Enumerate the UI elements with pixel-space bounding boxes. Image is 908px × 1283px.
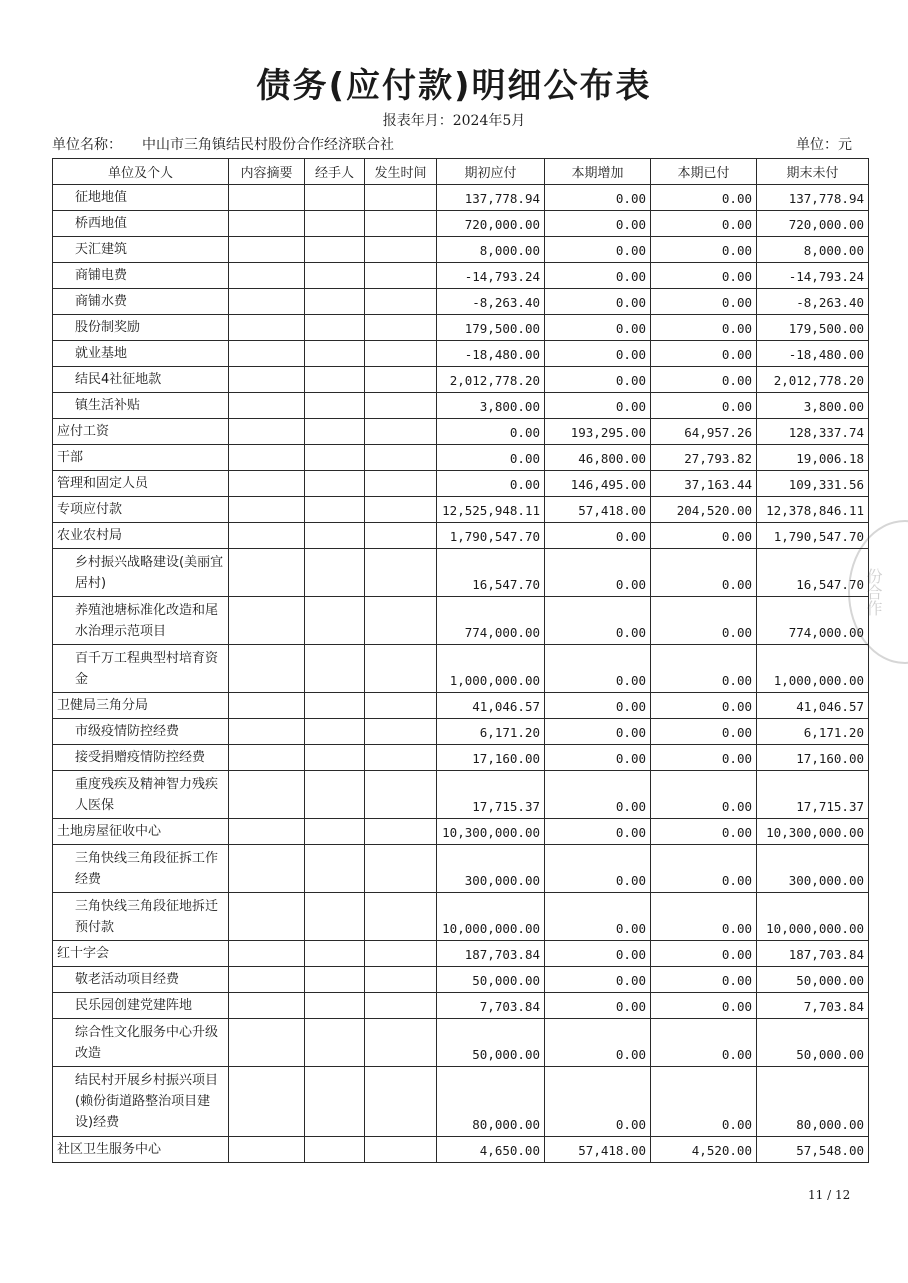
row-date bbox=[365, 967, 437, 993]
row-summary bbox=[229, 645, 305, 693]
table-row bbox=[53, 419, 869, 445]
table-row bbox=[53, 1067, 869, 1137]
row-summary bbox=[229, 185, 305, 211]
row-handler bbox=[305, 367, 365, 393]
row-current-paid: 0.00 bbox=[651, 263, 757, 289]
row-current-increase: 57,418.00 bbox=[545, 497, 651, 523]
row-opening-payable: 10,300,000.00 bbox=[437, 819, 545, 845]
row-closing-unpaid: 179,500.00 bbox=[757, 315, 869, 341]
row-closing-unpaid: 17,160.00 bbox=[757, 745, 869, 771]
row-opening-payable: 16,547.70 bbox=[437, 549, 545, 597]
row-closing-unpaid: -14,793.24 bbox=[757, 263, 869, 289]
row-opening-payable: 1,790,547.70 bbox=[437, 523, 545, 549]
row-closing-unpaid: 12,378,846.11 bbox=[757, 497, 869, 523]
table-row bbox=[53, 1137, 869, 1163]
table-row bbox=[53, 237, 869, 263]
row-date bbox=[365, 893, 437, 941]
row-opening-payable: 0.00 bbox=[437, 471, 545, 497]
table-row bbox=[53, 497, 869, 523]
row-opening-payable: 0.00 bbox=[437, 419, 545, 445]
row-date bbox=[365, 1137, 437, 1163]
row-opening-payable: 0.00 bbox=[437, 445, 545, 471]
row-party-name: 结民4社征地款 bbox=[53, 367, 229, 393]
row-summary bbox=[229, 393, 305, 419]
row-current-paid: 64,957.26 bbox=[651, 419, 757, 445]
row-opening-payable: 300,000.00 bbox=[437, 845, 545, 893]
row-opening-payable: 720,000.00 bbox=[437, 211, 545, 237]
row-summary bbox=[229, 315, 305, 341]
row-handler bbox=[305, 645, 365, 693]
row-summary bbox=[229, 367, 305, 393]
row-party-name: 征地地值 bbox=[53, 185, 229, 211]
row-current-increase: 46,800.00 bbox=[545, 445, 651, 471]
row-current-increase: 0.00 bbox=[545, 341, 651, 367]
debt-detail-table bbox=[52, 158, 869, 1163]
row-current-paid: 0.00 bbox=[651, 237, 757, 263]
row-party-name: 管理和固定人员 bbox=[53, 471, 229, 497]
row-current-increase: 0.00 bbox=[545, 845, 651, 893]
row-date bbox=[365, 819, 437, 845]
row-party-name: 社区卫生服务中心 bbox=[53, 1137, 229, 1163]
row-closing-unpaid: 16,547.70 bbox=[757, 549, 869, 597]
row-party-name: 农业农村局 bbox=[53, 523, 229, 549]
header-party: 单位及个人 bbox=[53, 159, 229, 185]
row-date bbox=[365, 771, 437, 819]
row-opening-payable: 137,778.94 bbox=[437, 185, 545, 211]
row-current-paid: 0.00 bbox=[651, 719, 757, 745]
report-period: 报表年月：2024年5月 bbox=[382, 113, 526, 129]
table-row bbox=[53, 523, 869, 549]
row-opening-payable: 774,000.00 bbox=[437, 597, 545, 645]
row-date bbox=[365, 497, 437, 523]
row-party-name: 结民村开展乡村振兴项目(赖份街道路整治项目建设)经费 bbox=[53, 1067, 229, 1137]
row-current-increase: 193,295.00 bbox=[545, 419, 651, 445]
row-closing-unpaid: 187,703.84 bbox=[757, 941, 869, 967]
table-header-row bbox=[53, 159, 869, 185]
row-date bbox=[365, 993, 437, 1019]
header-date: 发生时间 bbox=[365, 159, 437, 185]
row-date bbox=[365, 211, 437, 237]
row-current-increase: 0.00 bbox=[545, 289, 651, 315]
row-party-name: 市级疫情防控经费 bbox=[53, 719, 229, 745]
table-row bbox=[53, 393, 869, 419]
row-summary bbox=[229, 341, 305, 367]
row-opening-payable: 17,715.37 bbox=[437, 771, 545, 819]
row-summary bbox=[229, 819, 305, 845]
row-current-paid: 37,163.44 bbox=[651, 471, 757, 497]
row-handler bbox=[305, 419, 365, 445]
row-current-paid: 0.00 bbox=[651, 693, 757, 719]
row-closing-unpaid: 50,000.00 bbox=[757, 1019, 869, 1067]
row-closing-unpaid: 137,778.94 bbox=[757, 185, 869, 211]
table-row bbox=[53, 941, 869, 967]
row-closing-unpaid: 17,715.37 bbox=[757, 771, 869, 819]
row-opening-payable: 41,046.57 bbox=[437, 693, 545, 719]
row-current-paid: 0.00 bbox=[651, 367, 757, 393]
table-row bbox=[53, 967, 869, 993]
row-handler bbox=[305, 393, 365, 419]
table-row bbox=[53, 367, 869, 393]
row-current-paid: 0.00 bbox=[651, 211, 757, 237]
row-closing-unpaid: 109,331.56 bbox=[757, 471, 869, 497]
row-handler bbox=[305, 693, 365, 719]
table-row bbox=[53, 993, 869, 1019]
header-opening-payable: 期初应付 bbox=[437, 159, 545, 185]
row-closing-unpaid: 50,000.00 bbox=[757, 967, 869, 993]
header-handler: 经手人 bbox=[305, 159, 365, 185]
row-opening-payable: 3,800.00 bbox=[437, 393, 545, 419]
row-party-name: 敬老活动项目经费 bbox=[53, 967, 229, 993]
row-opening-payable: 50,000.00 bbox=[437, 1019, 545, 1067]
row-opening-payable: 8,000.00 bbox=[437, 237, 545, 263]
row-date bbox=[365, 523, 437, 549]
row-current-paid: 0.00 bbox=[651, 771, 757, 819]
table-row bbox=[53, 315, 869, 341]
row-current-increase: 0.00 bbox=[545, 745, 651, 771]
row-closing-unpaid: 300,000.00 bbox=[757, 845, 869, 893]
row-date bbox=[365, 315, 437, 341]
row-handler bbox=[305, 745, 365, 771]
row-date bbox=[365, 263, 437, 289]
table-row bbox=[53, 289, 869, 315]
header-current-paid: 本期已付 bbox=[651, 159, 757, 185]
row-closing-unpaid: 10,300,000.00 bbox=[757, 819, 869, 845]
row-party-name: 乡村振兴战略建设(美丽宜居村) bbox=[53, 549, 229, 597]
header-current-increase: 本期增加 bbox=[545, 159, 651, 185]
row-current-paid: 4,520.00 bbox=[651, 1137, 757, 1163]
row-current-increase: 0.00 bbox=[545, 597, 651, 645]
table-row bbox=[53, 185, 869, 211]
row-party-name: 红十字会 bbox=[53, 941, 229, 967]
row-party-name: 干部 bbox=[53, 445, 229, 471]
row-closing-unpaid: 7,703.84 bbox=[757, 993, 869, 1019]
row-handler bbox=[305, 597, 365, 645]
row-current-increase: 0.00 bbox=[545, 211, 651, 237]
row-opening-payable: 7,703.84 bbox=[437, 993, 545, 1019]
row-summary bbox=[229, 1019, 305, 1067]
row-current-increase: 0.00 bbox=[545, 367, 651, 393]
table-row bbox=[53, 471, 869, 497]
row-current-paid: 0.00 bbox=[651, 645, 757, 693]
row-handler bbox=[305, 263, 365, 289]
row-opening-payable: 12,525,948.11 bbox=[437, 497, 545, 523]
row-closing-unpaid: 80,000.00 bbox=[757, 1067, 869, 1137]
row-party-name: 三角快线三角段征拆工作经费 bbox=[53, 845, 229, 893]
table-row bbox=[53, 819, 869, 845]
row-opening-payable: 179,500.00 bbox=[437, 315, 545, 341]
row-current-paid: 0.00 bbox=[651, 819, 757, 845]
row-date bbox=[365, 393, 437, 419]
row-closing-unpaid: 8,000.00 bbox=[757, 237, 869, 263]
row-current-paid: 0.00 bbox=[651, 941, 757, 967]
row-date bbox=[365, 597, 437, 645]
row-party-name: 百千万工程典型村培育资金 bbox=[53, 645, 229, 693]
row-current-increase: 0.00 bbox=[545, 771, 651, 819]
row-summary bbox=[229, 941, 305, 967]
page-title: 债务(应付款)明细公布表 bbox=[256, 66, 652, 106]
table-row bbox=[53, 845, 869, 893]
row-date bbox=[365, 845, 437, 893]
row-party-name: 养殖池塘标准化改造和尾水治理示范项目 bbox=[53, 597, 229, 645]
unit-name-label: 单位名称： bbox=[52, 137, 122, 153]
row-handler bbox=[305, 845, 365, 893]
row-party-name: 就业基地 bbox=[53, 341, 229, 367]
row-opening-payable: 50,000.00 bbox=[437, 967, 545, 993]
row-current-increase: 0.00 bbox=[545, 263, 651, 289]
row-current-increase: 0.00 bbox=[545, 1019, 651, 1067]
row-date bbox=[365, 693, 437, 719]
row-summary bbox=[229, 497, 305, 523]
table-row bbox=[53, 771, 869, 819]
row-date bbox=[365, 1019, 437, 1067]
row-date bbox=[365, 719, 437, 745]
page-number: 11 / 12 bbox=[808, 1188, 851, 1202]
row-handler bbox=[305, 993, 365, 1019]
row-current-paid: 0.00 bbox=[651, 745, 757, 771]
row-party-name: 综合性文化服务中心升级改造 bbox=[53, 1019, 229, 1067]
row-date bbox=[365, 549, 437, 597]
table-row bbox=[53, 549, 869, 597]
table-body bbox=[53, 185, 869, 1163]
row-party-name: 镇生活补贴 bbox=[53, 393, 229, 419]
row-handler bbox=[305, 289, 365, 315]
row-handler bbox=[305, 549, 365, 597]
row-summary bbox=[229, 263, 305, 289]
row-summary bbox=[229, 211, 305, 237]
table-row bbox=[53, 211, 869, 237]
row-date bbox=[365, 471, 437, 497]
table-row bbox=[53, 893, 869, 941]
row-party-name: 卫健局三角分局 bbox=[53, 693, 229, 719]
row-handler bbox=[305, 185, 365, 211]
row-current-increase: 0.00 bbox=[545, 237, 651, 263]
row-handler bbox=[305, 471, 365, 497]
row-current-increase: 57,418.00 bbox=[545, 1137, 651, 1163]
row-date bbox=[365, 419, 437, 445]
row-current-paid: 0.00 bbox=[651, 523, 757, 549]
table-row bbox=[53, 445, 869, 471]
row-current-paid: 204,520.00 bbox=[651, 497, 757, 523]
row-party-name: 商铺电费 bbox=[53, 263, 229, 289]
row-current-increase: 0.00 bbox=[545, 941, 651, 967]
row-handler bbox=[305, 967, 365, 993]
row-opening-payable: 10,000,000.00 bbox=[437, 893, 545, 941]
row-summary bbox=[229, 993, 305, 1019]
row-current-increase: 0.00 bbox=[545, 967, 651, 993]
row-current-increase: 0.00 bbox=[545, 549, 651, 597]
row-opening-payable: -18,480.00 bbox=[437, 341, 545, 367]
row-current-increase: 0.00 bbox=[545, 1067, 651, 1137]
table-row bbox=[53, 645, 869, 693]
row-closing-unpaid: 41,046.57 bbox=[757, 693, 869, 719]
row-opening-payable: -8,263.40 bbox=[437, 289, 545, 315]
row-handler bbox=[305, 941, 365, 967]
row-date bbox=[365, 185, 437, 211]
row-date bbox=[365, 341, 437, 367]
row-closing-unpaid: 1,790,547.70 bbox=[757, 523, 869, 549]
row-party-name: 应付工资 bbox=[53, 419, 229, 445]
row-current-increase: 0.00 bbox=[545, 315, 651, 341]
row-summary bbox=[229, 549, 305, 597]
row-handler bbox=[305, 211, 365, 237]
row-handler bbox=[305, 1067, 365, 1137]
row-opening-payable: 187,703.84 bbox=[437, 941, 545, 967]
row-current-increase: 0.00 bbox=[545, 719, 651, 745]
row-summary bbox=[229, 523, 305, 549]
header-summary: 内容摘要 bbox=[229, 159, 305, 185]
row-summary bbox=[229, 1137, 305, 1163]
row-party-name: 股份制奖励 bbox=[53, 315, 229, 341]
row-handler bbox=[305, 315, 365, 341]
row-current-paid: 0.00 bbox=[651, 289, 757, 315]
row-opening-payable: 2,012,778.20 bbox=[437, 367, 545, 393]
row-current-paid: 0.00 bbox=[651, 967, 757, 993]
row-closing-unpaid: 1,000,000.00 bbox=[757, 645, 869, 693]
row-handler bbox=[305, 1019, 365, 1067]
row-handler bbox=[305, 1137, 365, 1163]
stamp-text: 份合作 bbox=[864, 568, 883, 616]
header-closing-unpaid: 期末未付 bbox=[757, 159, 869, 185]
row-current-paid: 0.00 bbox=[651, 1019, 757, 1067]
row-opening-payable: 4,650.00 bbox=[437, 1137, 545, 1163]
row-current-increase: 0.00 bbox=[545, 185, 651, 211]
row-current-paid: 0.00 bbox=[651, 1067, 757, 1137]
row-opening-payable: -14,793.24 bbox=[437, 263, 545, 289]
row-date bbox=[365, 237, 437, 263]
row-current-increase: 0.00 bbox=[545, 523, 651, 549]
row-closing-unpaid: 6,171.20 bbox=[757, 719, 869, 745]
row-party-name: 专项应付款 bbox=[53, 497, 229, 523]
row-current-paid: 0.00 bbox=[651, 341, 757, 367]
table-row bbox=[53, 263, 869, 289]
row-opening-payable: 17,160.00 bbox=[437, 745, 545, 771]
row-date bbox=[365, 1067, 437, 1137]
row-summary bbox=[229, 419, 305, 445]
row-handler bbox=[305, 719, 365, 745]
table-row bbox=[53, 341, 869, 367]
row-current-paid: 0.00 bbox=[651, 893, 757, 941]
row-closing-unpaid: 57,548.00 bbox=[757, 1137, 869, 1163]
row-party-name: 三角快线三角段征地拆迁预付款 bbox=[53, 893, 229, 941]
row-closing-unpaid: 19,006.18 bbox=[757, 445, 869, 471]
currency-unit: 单位：元 bbox=[796, 137, 852, 153]
table-row bbox=[53, 597, 869, 645]
row-handler bbox=[305, 771, 365, 819]
row-handler bbox=[305, 819, 365, 845]
row-current-increase: 0.00 bbox=[545, 893, 651, 941]
row-summary bbox=[229, 771, 305, 819]
table-row bbox=[53, 1019, 869, 1067]
row-summary bbox=[229, 693, 305, 719]
row-party-name: 重度残疾及精神智力残疾人医保 bbox=[53, 771, 229, 819]
row-summary bbox=[229, 471, 305, 497]
row-handler bbox=[305, 237, 365, 263]
row-date bbox=[365, 745, 437, 771]
row-current-increase: 0.00 bbox=[545, 993, 651, 1019]
row-closing-unpaid: 2,012,778.20 bbox=[757, 367, 869, 393]
row-party-name: 天汇建筑 bbox=[53, 237, 229, 263]
row-closing-unpaid: 10,000,000.00 bbox=[757, 893, 869, 941]
row-current-paid: 0.00 bbox=[651, 597, 757, 645]
row-date bbox=[365, 367, 437, 393]
row-current-paid: 0.00 bbox=[651, 845, 757, 893]
row-party-name: 商铺水费 bbox=[53, 289, 229, 315]
row-handler bbox=[305, 893, 365, 941]
row-handler bbox=[305, 341, 365, 367]
row-closing-unpaid: 128,337.74 bbox=[757, 419, 869, 445]
row-opening-payable: 6,171.20 bbox=[437, 719, 545, 745]
row-current-increase: 0.00 bbox=[545, 393, 651, 419]
row-closing-unpaid: 3,800.00 bbox=[757, 393, 869, 419]
row-closing-unpaid: -8,263.40 bbox=[757, 289, 869, 315]
row-summary bbox=[229, 597, 305, 645]
row-date bbox=[365, 445, 437, 471]
table-row bbox=[53, 745, 869, 771]
table-row bbox=[53, 693, 869, 719]
row-closing-unpaid: 720,000.00 bbox=[757, 211, 869, 237]
row-summary bbox=[229, 719, 305, 745]
row-current-increase: 0.00 bbox=[545, 819, 651, 845]
row-opening-payable: 80,000.00 bbox=[437, 1067, 545, 1137]
row-summary bbox=[229, 745, 305, 771]
row-current-paid: 0.00 bbox=[651, 993, 757, 1019]
row-closing-unpaid: 774,000.00 bbox=[757, 597, 869, 645]
row-closing-unpaid: -18,480.00 bbox=[757, 341, 869, 367]
row-summary bbox=[229, 237, 305, 263]
row-current-paid: 0.00 bbox=[651, 393, 757, 419]
row-party-name: 民乐园创建党建阵地 bbox=[53, 993, 229, 1019]
row-current-paid: 27,793.82 bbox=[651, 445, 757, 471]
row-current-paid: 0.00 bbox=[651, 549, 757, 597]
row-date bbox=[365, 941, 437, 967]
row-handler bbox=[305, 445, 365, 471]
row-date bbox=[365, 645, 437, 693]
row-handler bbox=[305, 523, 365, 549]
row-handler bbox=[305, 497, 365, 523]
row-opening-payable: 1,000,000.00 bbox=[437, 645, 545, 693]
row-current-paid: 0.00 bbox=[651, 185, 757, 211]
row-summary bbox=[229, 893, 305, 941]
row-summary bbox=[229, 289, 305, 315]
row-current-increase: 146,495.00 bbox=[545, 471, 651, 497]
row-summary bbox=[229, 445, 305, 471]
row-party-name: 土地房屋征收中心 bbox=[53, 819, 229, 845]
row-summary bbox=[229, 845, 305, 893]
unit-name-value: 中山市三角镇结民村股份合作经济联合社 bbox=[142, 137, 394, 153]
row-summary bbox=[229, 1067, 305, 1137]
row-current-paid: 0.00 bbox=[651, 315, 757, 341]
row-summary bbox=[229, 967, 305, 993]
row-party-name: 桥西地值 bbox=[53, 211, 229, 237]
row-date bbox=[365, 289, 437, 315]
row-current-increase: 0.00 bbox=[545, 693, 651, 719]
table-row bbox=[53, 719, 869, 745]
row-party-name: 接受捐赠疫情防控经费 bbox=[53, 745, 229, 771]
row-current-increase: 0.00 bbox=[545, 645, 651, 693]
